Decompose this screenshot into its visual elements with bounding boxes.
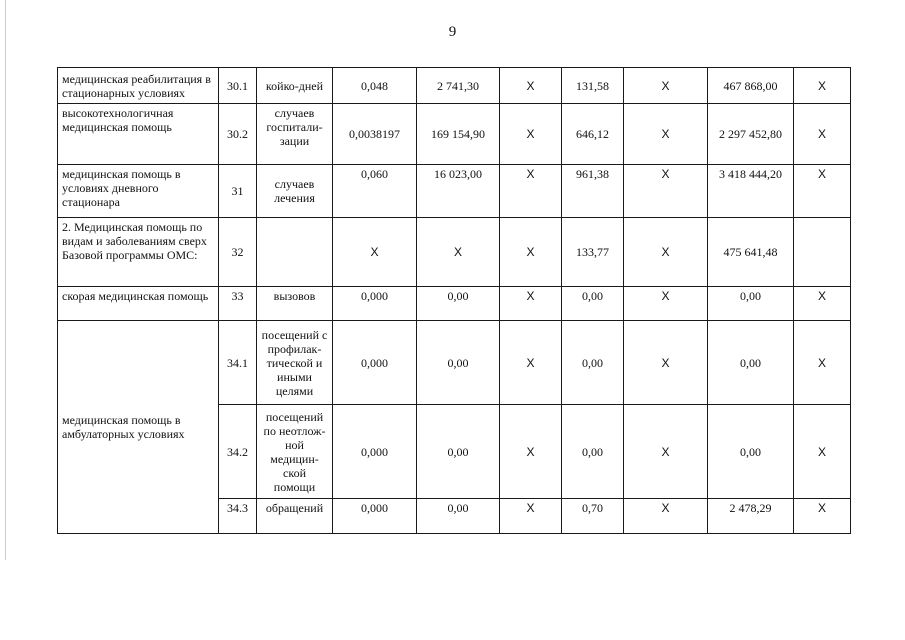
cell-value-1: 0,060 [333,165,417,218]
cell-value-4: 0,70 [562,499,624,534]
cell-value-2: 0,00 [417,405,500,499]
cell-value-1: 0,000 [333,499,417,534]
cell-value-7: X [794,165,851,218]
row-name: 2. Медицинская помощь по видам и заболеваниям сверх Базовой программы ОМС: [58,218,219,287]
tariff-table [57,67,851,534]
cell-value-4: 0,00 [562,287,624,321]
row-unit: случаев лечения [257,165,333,218]
cell-value-1: 0,000 [333,287,417,321]
cell-value-6: 2 478,29 [708,499,794,534]
row-unit: койко-дней [257,68,333,104]
row-code: 31 [219,165,257,218]
cell-value-3: X [500,218,562,287]
cell-value-6: 0,00 [708,405,794,499]
cell-value-5: X [624,287,708,321]
row-name: медицинская реабилитация в стационарных условиях [58,68,219,104]
cell-value-3: X [500,104,562,165]
cell-value-3: X [500,68,562,104]
table-row [58,218,851,287]
row-unit: посещений по неотлож-ной медицин-ской помощи [257,405,333,499]
row-name: медицинская помощь в условиях дневного стационара [58,165,219,218]
cell-value-1: 0,0038197 [333,104,417,165]
cell-value-6: 475 641,48 [708,218,794,287]
cell-value-3: X [500,165,562,218]
row-name: высокотехнологичная медицинская помощь [58,104,219,165]
page-number: 9 [448,24,457,40]
cell-value-7: X [794,499,851,534]
row-unit: посещений с профилак-тической и иными целями [257,321,333,405]
cell-value-2: 0,00 [417,499,500,534]
cell-value-3: X [500,499,562,534]
cell-value-6: 2 297 452,80 [708,104,794,165]
cell-value-5: X [624,104,708,165]
cell-value-4: 646,12 [562,104,624,165]
cell-value-2: 0,00 [417,287,500,321]
row-unit: обращений [257,499,333,534]
row-code: 30.1 [219,68,257,104]
row-code: 33 [219,287,257,321]
cell-value-3: X [500,405,562,499]
row-name: медицинская помощь в амбулаторных условиях [58,321,219,534]
cell-value-4: 133,77 [562,218,624,287]
row-code: 30.2 [219,104,257,165]
row-code: 34.2 [219,405,257,499]
table-row [58,321,851,405]
cell-value-4: 0,00 [562,321,624,405]
cell-value-1: 0,000 [333,321,417,405]
cell-value-3: X [500,287,562,321]
cell-value-6: 0,00 [708,287,794,321]
cell-value-4: 0,00 [562,405,624,499]
cell-value-7: X [794,405,851,499]
row-unit: случаев госпитали-зации [257,104,333,165]
cell-value-4: 961,38 [562,165,624,218]
cell-value-2: 2 741,30 [417,68,500,104]
cell-value-5: X [624,499,708,534]
cell-value-2: 169 154,90 [417,104,500,165]
cell-value-6: 3 418 444,20 [708,165,794,218]
row-code: 34.1 [219,321,257,405]
cell-value-7: X [794,104,851,165]
cell-value-7: X [794,68,851,104]
cell-value-4: 131,58 [562,68,624,104]
row-unit: вызовов [257,287,333,321]
row-name: скорая медицинская помощь [58,287,219,321]
table-row [58,104,851,165]
table-row [58,68,851,104]
row-code: 34.3 [219,499,257,534]
cell-value-7 [794,218,851,287]
cell-value-1: X [333,218,417,287]
cell-value-3: X [500,321,562,405]
cell-value-6: 467 868,00 [708,68,794,104]
cell-value-5: X [624,405,708,499]
cell-value-5: X [624,321,708,405]
cell-value-5: X [624,68,708,104]
cell-value-1: 0,048 [333,68,417,104]
table-row [58,287,851,321]
table-row [58,165,851,218]
cell-value-6: 0,00 [708,321,794,405]
cell-value-5: X [624,218,708,287]
cell-value-1: 0,000 [333,405,417,499]
cell-value-2: 16 023,00 [417,165,500,218]
row-code: 32 [219,218,257,287]
cell-value-2: X [417,218,500,287]
cell-value-5: X [624,165,708,218]
scan-edge-line [5,0,6,560]
cell-value-7: X [794,321,851,405]
row-unit [257,218,333,287]
cell-value-7: X [794,287,851,321]
cell-value-2: 0,00 [417,321,500,405]
